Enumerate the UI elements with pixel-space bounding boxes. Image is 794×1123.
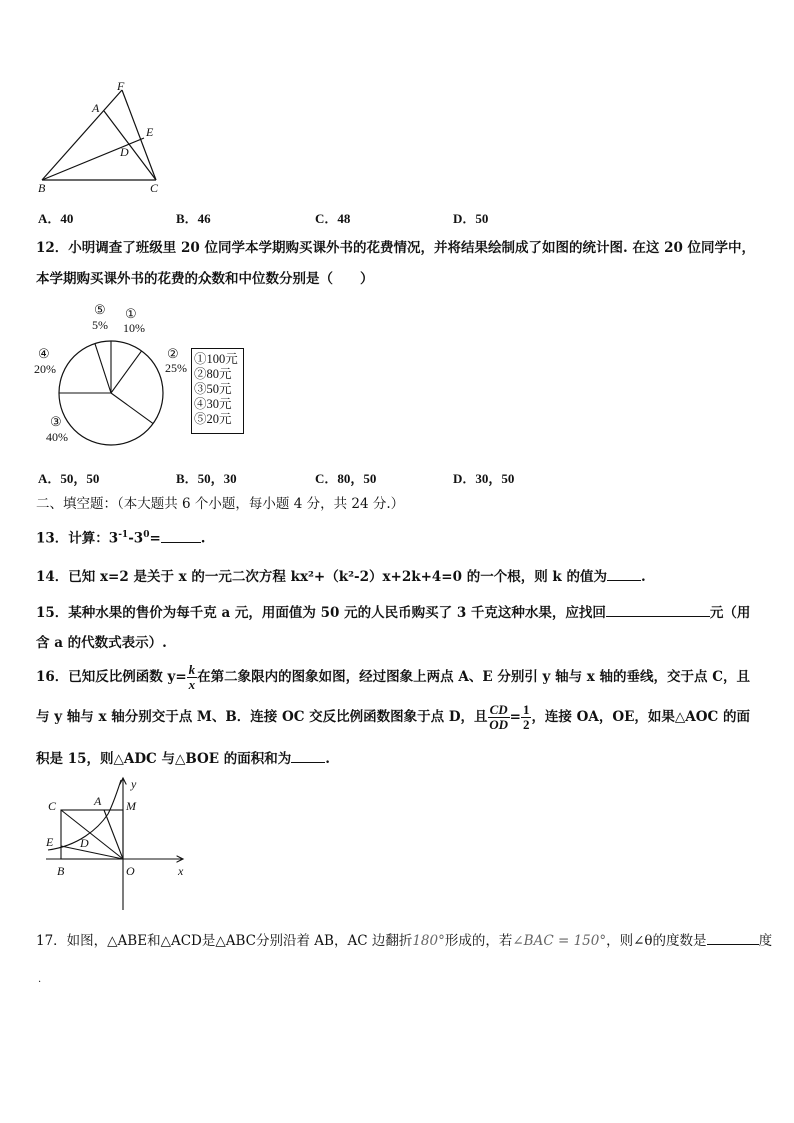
q16-end: . [325,751,330,767]
label-c: C [48,799,57,813]
question-14 [36,566,646,587]
q16-equals: = [509,709,521,725]
line-bf [42,90,122,180]
label-e: E [46,835,54,849]
pie-slice-marker: ④ [38,346,50,361]
fraction-k-over-x: $\frac{k}{x}$ [188,662,196,692]
label-y: y [131,777,137,791]
label-a: A [92,101,100,115]
q14-end: . [640,569,646,585]
pie-chart [30,302,190,447]
q12-text-line2: 本学期购买课外书的花费的众数和中位数分别是（ ） [36,271,374,287]
q12-option-a[interactable]: A．50，50 [38,471,100,486]
label-x: x [178,864,184,878]
q16-line2-post: ，连接 OA，OE，如果△AOC 的面 [531,709,750,725]
line-ac [104,111,156,180]
q17-angle: ∠BAC = 150° [512,933,607,949]
q14-text: 14．已知 x=2 是关于 x 的一元二次方程 kx²+（k²-2）x+2k+4=0 的一个根，则 k 的值为 [36,569,607,585]
legend-item: ②80元 [194,367,232,381]
q11-option-b[interactable]: B．46 [176,211,211,226]
pie-slice-marker: ⑤ [94,302,106,317]
q12-option-c[interactable]: C．80，50 [315,471,377,486]
q12-option-b[interactable]: B．50，30 [176,471,237,486]
q13-pre: 13．计算：3 [36,530,119,547]
q13-answer-blank[interactable] [161,528,201,543]
q14-answer-blank[interactable] [607,566,641,581]
q15-line2: 含 a 的代数式表示）. [36,635,167,651]
q13-mid: -3 [128,530,144,547]
stray-dot: . [38,974,42,985]
q17-pre: 17．如图，△ABE和△ACD是△ABC分别沿着 AB，AC 边翻折 [36,933,413,949]
fraction-cd-over-od: $\frac{CD}{OD}$ [489,702,508,732]
q15-text: 15．某种水果的售价为每千克 a 元，用面值为 50 元的人民币购买了 3 千克这种水果，应找回 [36,605,606,621]
q15-line1 [36,602,750,623]
question-17 [36,930,772,951]
q12-text-line1: 12．小明调查了班级里 20 位同学本学期购买课外书的花费情况，并将结果绘制成了如图的统计图. 在这 20 位同学中， [36,240,756,256]
pie-slice-label: 25% [165,361,187,375]
pie-legend [191,348,244,434]
q16-answer-blank[interactable] [291,748,325,763]
label-d: D [80,836,89,850]
legend-item: ⑤20元 [194,412,232,426]
q17-180deg: 180° [412,933,445,949]
label-b: B [38,181,46,195]
pie-slice-label: 40% [46,430,68,444]
q11-option-d[interactable]: D．50 [453,211,489,226]
q16-line3 [36,748,330,769]
legend-item: ④30元 [194,397,232,411]
q17-answer-blank[interactable] [707,930,759,945]
label-a: A [94,794,102,808]
label-o: O [126,864,135,878]
hyperbola-figure-q16 [38,774,198,914]
fraction-one-half: $\frac{1}{2}$ [522,702,530,732]
triangle-figure-q11 [30,78,175,196]
label-b: B [57,864,65,878]
line-oe [61,846,123,859]
q16-line1 [36,663,750,692]
legend-item: ①100元 [194,352,238,366]
pie-slice-marker: ① [125,306,137,321]
label-f: F [117,79,125,93]
q15-post: 元（用 [709,605,751,621]
question-13 [36,525,205,549]
q17-mid2: ，则∠θ的度数是 [606,933,707,949]
q13-sup1: -1 [118,530,129,540]
pie-slice-boundary [111,393,153,424]
label-c: C [150,181,159,195]
q16-post: 在第二象限内的图象如图，经过图象上两点 A、E 分别引 y 轴与 x 轴的垂线，交于点 C，且 [197,669,750,685]
q13-post: = [149,530,161,547]
q12-option-d[interactable]: D．30，50 [453,471,515,486]
pie-slice-label: 20% [34,362,56,376]
q17-post: 度 [758,933,773,949]
q16-line2 [36,703,750,732]
q17-mid: 形成的，若 [444,933,513,949]
q15-answer-blank[interactable] [606,602,710,617]
q16-line2-pre: 与 y 轴与 x 轴分别交于点 M、B．连接 OC 交反比例函数图象于点 D，且 [36,709,488,725]
q16-pre: 16．已知反比例函数 y= [36,669,187,685]
q13-end: . [200,530,206,547]
pie-slice-label: 5% [92,318,108,332]
pie-slice-marker: ③ [50,414,62,429]
pie-slice-label: 10% [123,321,145,335]
q16-line3-pre: 积是 15，则△ADC 与△BOE 的面积和为 [36,751,292,767]
legend-item: ③50元 [194,382,232,396]
label-m: M [126,799,136,813]
label-d: D [120,145,129,159]
q11-option-c[interactable]: C．48 [315,211,351,226]
pie-slice-boundary [111,351,142,393]
pie-slice-boundary [95,344,111,393]
q11-option-a[interactable]: A．40 [38,211,74,226]
label-e: E [146,125,154,139]
section-heading-fill-in: 二、填空题：（本大题共 6 个小题，每小题 4 分，共 24 分.） [36,496,405,512]
q13-sup2: 0 [143,530,150,540]
pie-slice-marker: ② [167,346,179,361]
